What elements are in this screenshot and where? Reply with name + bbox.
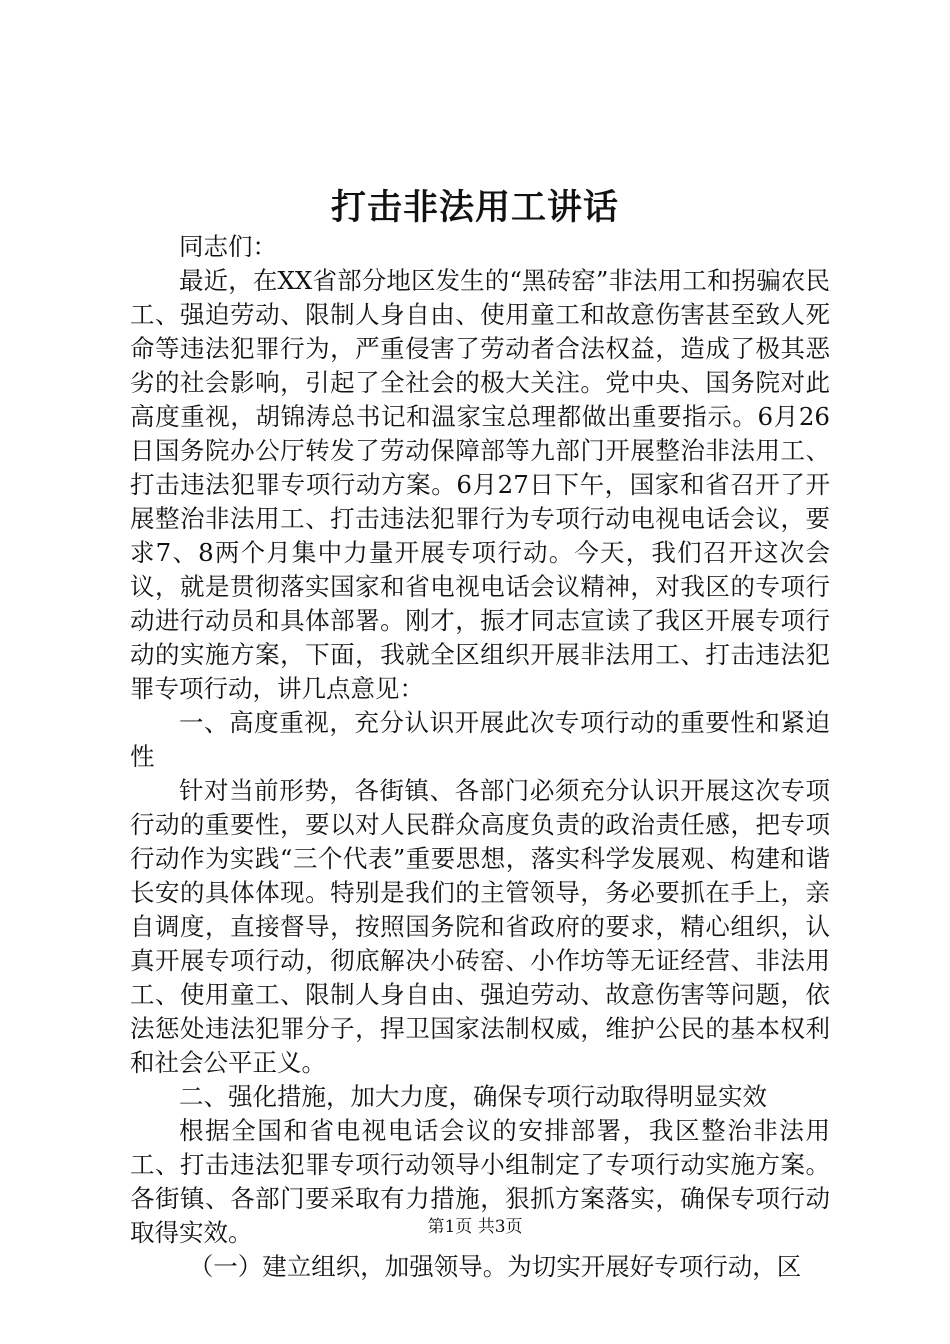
section-heading-2: 二、强化措施，加大力度，确保专项行动取得明显实效 (179, 1082, 767, 1111)
page-number-footer: 第1页 共3页 (427, 1217, 523, 1237)
paragraph-section-2: 根据全国和省电视电话会议的安排部署，我区整治非法用工、打击违法犯罪专项行动领导小组制定了专项行动实施方案。各街镇、各部门要采取有力措施，狠抓方案落实，确保专项行动取得实效。 (130, 1116, 830, 1247)
paragraph-intro: 最近，在XX省部分地区发生的“黑砖窑”非法用工和拐骗农民工、强迫劳动、限制人身自由、使用童工和故意伤害甚至致人死命等违法犯罪行为，严重侵害了劳动者合法权益，造成了极其恶劣的社会影响，引起了全社会的极大关注。党中央、国务院对此高度重视，胡锦涛总书记和温家宝总理都做出重要指示。6月26日国务院办公厅转发了劳动保障部等九部门开展整治非法用工、打击违法犯罪专项行动方案。6月27日下午，国家和省召开了开展整治非法用工、打击违法犯罪行为专项行动电视电话会议，要求7、8两个月集中力量开展专项行动。今天，我们召开这次会议，就是贯彻落实国家和省电视电话会议精神，对我区的专项行动进行动员和具体部署。刚才，振才同志宣读了我区开展专项行动的实施方案，下面，我就全区组织开展非法用工、打击违法犯罪专项行动，讲几点意见： (130, 266, 830, 703)
document-body (130, 230, 830, 1284)
section-heading-1: 一、高度重视，充分认识开展此次专项行动的重要性和紧迫性 (130, 708, 830, 771)
paragraph-section-1: 针对当前形势，各街镇、各部门必须充分认识开展这次专项行动的重要性，要以对人民群众高度负责的政治责任感，把专项行动作为实践“三个代表”重要思想，落实科学发展观、构建和谐长安的具体体现。特别是我们的主管领导，务必要抓在手上，亲自调度，直接督导，按照国务院和省政府的要求，精心组织，认真开展专项行动，彻底解决小砖窑、小作坊等无证经营、非法用工、使用童工、限制人身自由、强迫劳动、故意伤害等问题，依法惩处违法犯罪分子，捍卫国家法制权威，维护公民的基本权利和社会公平正义。 (130, 776, 830, 1077)
subsection-heading-1: （一）建立组织，加强领导。为切实开展好专项行动，区 (188, 1252, 802, 1281)
document-title: 打击非法用工讲话 (330, 187, 619, 228)
salutation: 同志们： (179, 232, 277, 261)
